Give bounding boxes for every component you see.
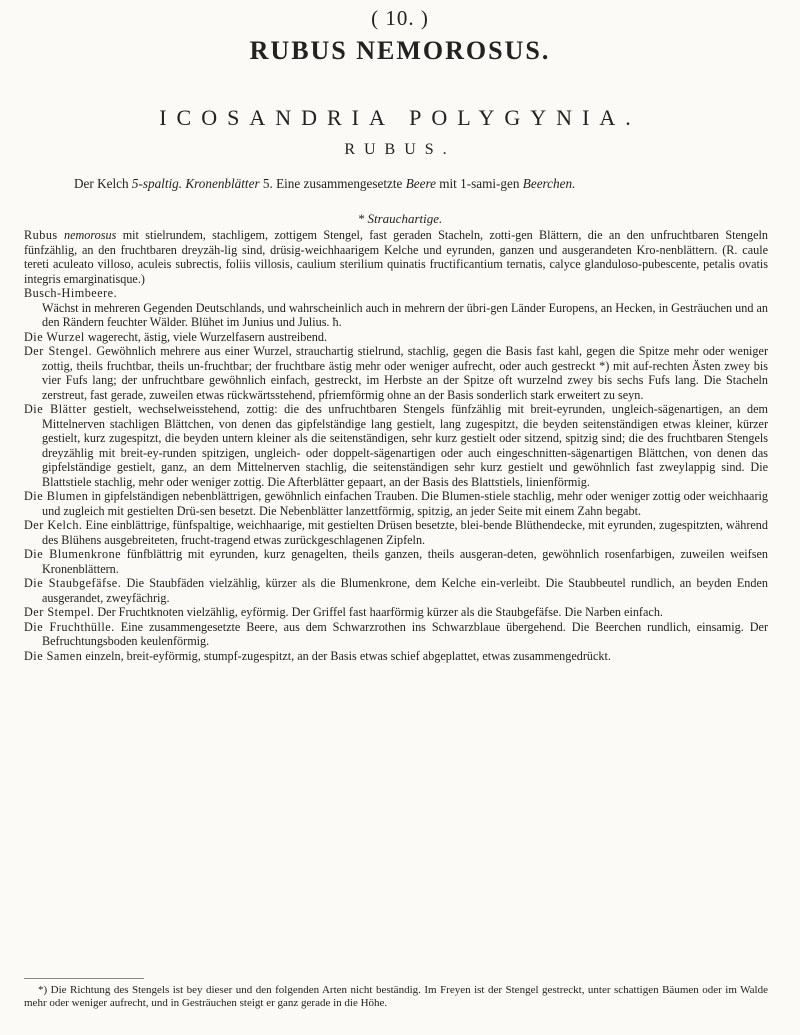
- busch-text: Wächst in mehreren Gegenden Deutschlands, und wahrscheinlich auch in mehrern der übri-gen Länder Europens, an Hecken, in Gesträuchen und an den Rändern feuchter Wälder. Blühet im Junius und Julius. ħ.: [42, 300, 768, 329]
- krone-label: Kronenblätter: [185, 176, 260, 191]
- page-title: RUBUS NEMOROSUS.: [249, 36, 551, 65]
- section-heading: * Strauchartige.: [357, 211, 443, 226]
- entry-text: Gewöhnlich mehrere aus einer Wurzel, strauchartig stielrund, stachlig, gegen die Basis fast kahl, gegen die Spitze mehr oder weniger zottig, theils fruchtbar, theils un-fruchtbar; der fruchtbare ästig mehr oder weniger aufrecht, oder auch gestreckt *) mit auf-rechten Ästen zwey bis vier Fufs lang; der unfruchtbare gewöhnlich einfach, gestreckt, im Herbste an der Spitze oft wurzelnd zwey bis sechs Fufs lang. Die Stacheln zerstreut, fast gerade, zuweilen etwas rückwärtsstehend, pfriemförmig ohne an der Basis sonderlich stark erweitert zu seyn.: [42, 344, 768, 402]
- linnaean-class: ICOSANDRIA POLYGYNIA.: [159, 105, 641, 130]
- entry-label: Der Stengel.: [24, 344, 93, 358]
- entry-blaetter: [24, 402, 768, 489]
- entry-label: Die Fruchthülle.: [24, 619, 115, 634]
- entry-text: Die Staubfäden vielzählig, kürzer als die Blumenkrone, dem Kelche ein-verleibt. Die Staubbeutel rundlich, an beyden Enden ausgerandet, zweyfächrig.: [42, 576, 769, 605]
- kelch-text: 5-spaltig.: [131, 176, 183, 191]
- entry-label: Die Wurzel: [24, 329, 85, 344]
- entry-text: gestielt, wechselweisstehend, zottig: die des unfruchtbaren Stengels fünfzählig mit breit-eyrunden, ungleich-sägenartigen, an dem Mittelnerven stachligen Blättchen, von denen das gipfelständige lang gestielt, lang zugespitzt, die beyden seitenständigen etwas kleiner, kürzer gestielt, kurz zugespitzt, die beyden untern kleiner als die seitenständigen, sehr kurz gestielt oder sitzend, spitzig sind; die des fruchtbaren Stengels dreyzählig mit breit-ey-runden spitzigen, ungleich- oder doppelt-sägenartigen oder auch eingeschnitten-sägenartigen Blättchen, von denen das gipfelständige gestielt, ganz, an dem Mittelnerven stachlig, die seitenständigen sehr kurz gestielt und gewöhnlich fast zweylappig sind. Die Blattstiele stachlig, mehr oder weniger zottig. Die Afterblätter gepaart, an der Basis des Blattstiels, linienförmig.: [42, 402, 768, 489]
- entry-label: Die Staubgefäfse.: [24, 576, 122, 590]
- entry-stengel: [24, 344, 768, 402]
- entry-text: Der Fruchtknoten vielzählig, eyförmig. Der Griffel fast haarförmig kürzer als die Staubgefäfse. Die Narben einfach.: [97, 605, 663, 619]
- krone-text: 5. Eine zusammengesetzte: [262, 176, 403, 191]
- kelch-label: Der Kelch: [74, 176, 129, 191]
- entry-text: Eine zusammengesetzte Beere, aus dem Schwarzrothen ins Schwarzblaue übergehend. Die Beerchen rundlich, einsamig. Der Befruchtungsboden keulenförmig.: [42, 619, 768, 648]
- genus-description: [48, 176, 748, 192]
- entry-blumenkrone: [24, 547, 768, 576]
- beere-label: Beere: [405, 176, 436, 191]
- entry-label: Die Blumenkrone: [24, 547, 122, 561]
- intro-paragraph: [24, 228, 768, 286]
- beerchen-text: Beerchen.: [522, 176, 576, 191]
- footnote: *) Die Richtung des Stengels ist bey dieser und den folgenden Arten nicht beständig. Im Freyen ist der Stengel gestreckt, unter schattigen Bäumen oder im Walde mehr oder weniger aufrecht, und in Gesträuchen steigt er ganz gerade in die Höhe.: [24, 984, 768, 1009]
- page-number: ( 10. ): [371, 6, 429, 30]
- intro-text: mit stielrundem, stachligem, zottigem Stengel, fast geraden Stacheln, zotti-gen Blättern, die an den unfruchtbaren Stengeln fünfzählig, an den fruchtbaren dreyzäh-lig sind, drüsig-weichhaarigem Kelche und eyrunden, ganzen und ausgerandeten Kro-nenblättern. (R. caule tereti aculeato villoso, aculeis subrectis, foliis villosis, caulium sterilium quinatis fructificantium ternatis, calyce glanduloso-pubescente, petalis ovatis integris emarginatisque.): [24, 228, 768, 286]
- entry-text: fünfblättrig mit eyrunden, kurz genagelten, theils ganzen, theils ausgeran-deten, gewöhnlich rosenfarbigen, zuweilen weifsen Kronenblättern.: [42, 547, 768, 576]
- footnote-divider: [24, 978, 144, 979]
- entry-text: einzeln, breit-eyförmig, stumpf-zugespitzt, an der Basis etwas schief abgeplattet, etwas zusammengedrückt.: [85, 648, 611, 663]
- entry-label: Die Samen: [24, 648, 83, 663]
- entry-text: in gipfelständigen nebenblättrigen, gewöhnlich einfachen Trauben. Die Blumen-stiele stachlig, mehr oder weniger zottig oder weichhaarig und zugleich mit gestielten Drü-sen besetzt. Die Nebenblätter lanzettförmig, spitzig, an jeder Seite mit einem Zahn begabt.: [42, 489, 769, 518]
- busch-paragraph: [24, 286, 768, 330]
- entry-blumen: [24, 489, 768, 518]
- entry-label: Die Blumen: [24, 489, 89, 503]
- species-name: Rubus: [24, 228, 58, 242]
- entry-label: Die Blätter: [24, 402, 87, 416]
- entry-kelch: [24, 518, 768, 547]
- beere-text: mit 1-sami-gen: [439, 176, 520, 191]
- species-description: [24, 228, 768, 663]
- entry-fruchthuelle: [24, 620, 768, 649]
- species-epithet: nemorosus: [63, 228, 117, 242]
- entry-staubgefaesse: [24, 576, 768, 605]
- busch-label: Busch-Himbeere.: [24, 286, 118, 300]
- entry-text: Eine einblättrige, fünfspaltige, weichhaarige, mit gestielten Drüsen besetzte, blei-bende Blüthendecke, mit eyrunden, zugespitzten, während des Blühens ausgebreiteten, frucht-tragend etwas zurückgeschlagenen Zipfeln.: [42, 518, 768, 547]
- entry-text: wagerecht, ästig, viele Wurzelfasern austreibend.: [87, 329, 328, 344]
- entry-wurzel: [24, 330, 768, 345]
- entry-label: Der Kelch.: [24, 518, 83, 532]
- entry-samen: [24, 649, 768, 664]
- genus-heading: RUBUS.: [344, 141, 456, 158]
- entry-label: Der Stempel.: [24, 605, 95, 619]
- entry-stempel: [24, 605, 768, 620]
